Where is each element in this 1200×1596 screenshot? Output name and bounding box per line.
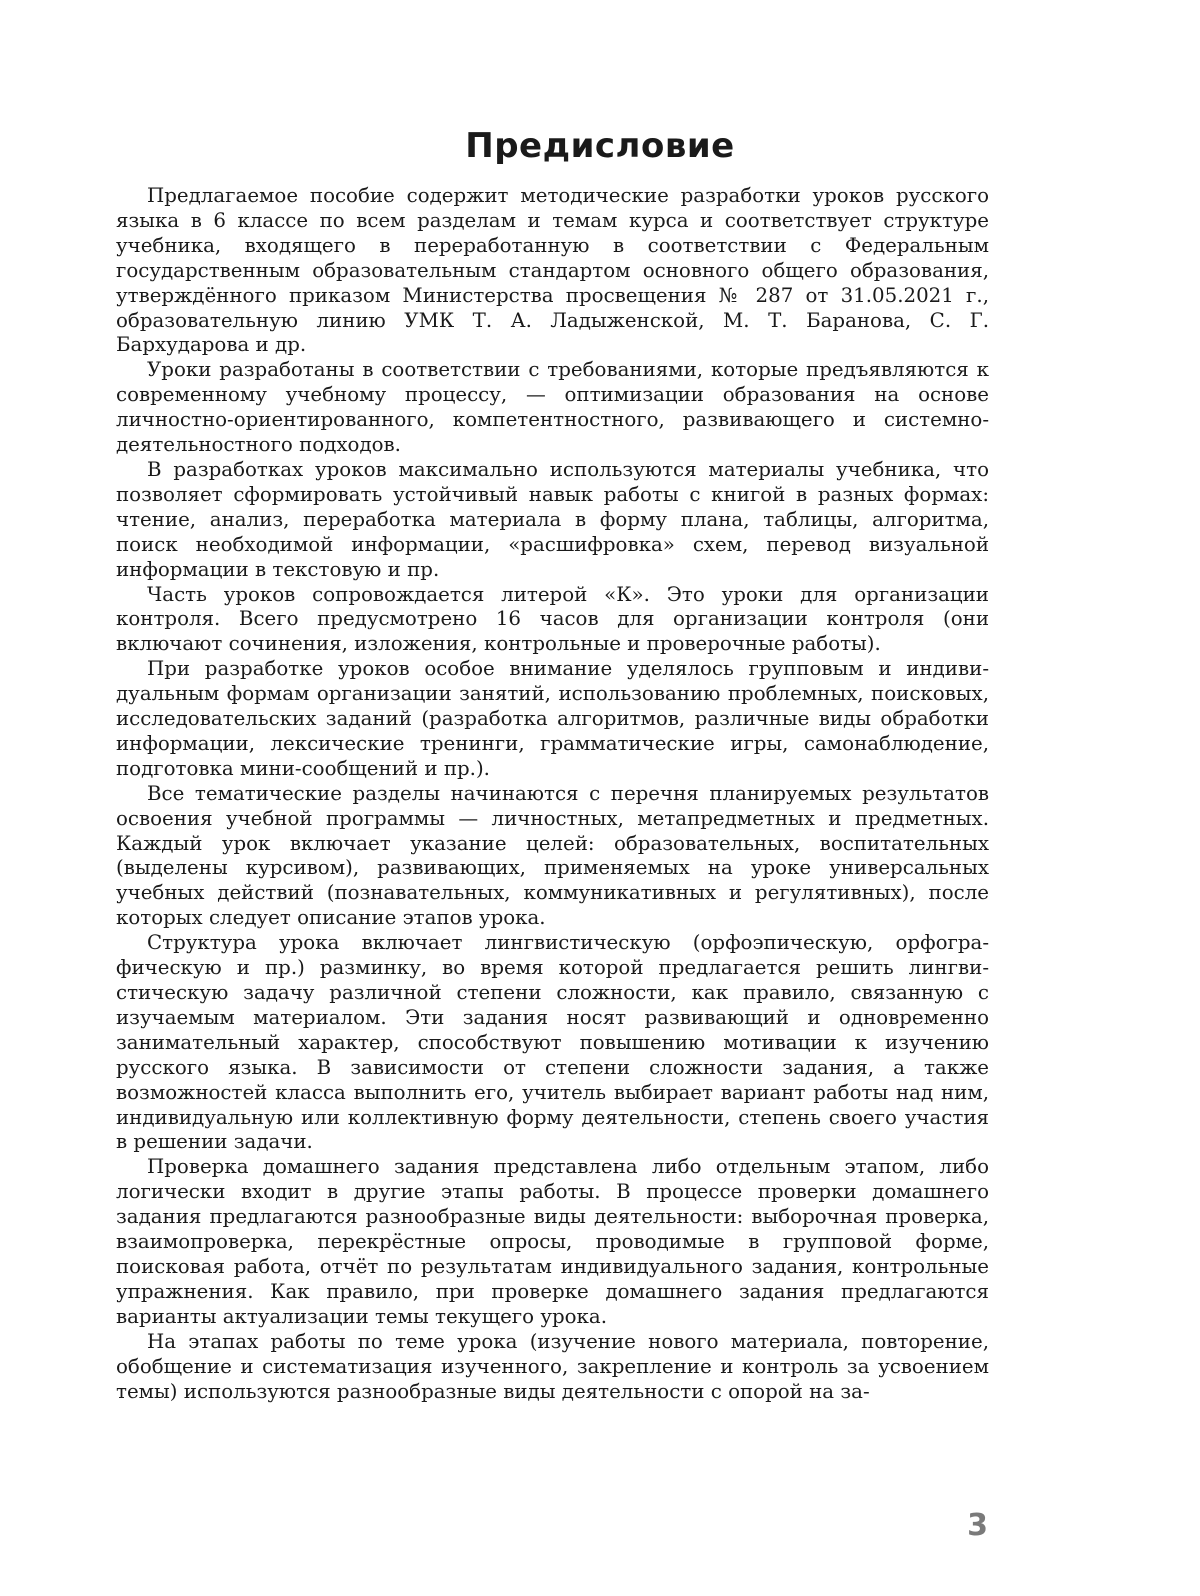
paragraph-8: Проверка домашнего задания представлена либо отдельным этапом, либо логически входит в другие этапы работы. В процессе проверки домашнего задания предлагаются разнообразные виды деятельности: выборочная проверка, взаимопроверка, перекрёстные опросы, проводимые в групповой форме, поисковая работа, отчёт по результатам индивидуального задания, контрольные упражнения. Как правило, при проверке домашнего задания предлагаются варианты актуализации темы текущего урока. [116, 1155, 989, 1328]
paragraph-7: Структура урока включает лингвистическую (орфоэпическую, орфографическую и пр.) разминку, во время которой предлагается решить лингвистическую задачу различной степени сложности, как правило, связанную с изучаемым материалом. Эти задания носят развивающий и одновременно занимательный характер, способствуют повышению мотивации к изучению русского языка. В зависимости от степени сложности задания, а также возможностей класса выполнить его, учитель выбирает вариант работы над ним, индивидуальную или коллективную форму деятельности, степень своего участия в решении задачи. [116, 931, 989, 1154]
paragraph-5: При разработке уроков особое внимание уделялось групповым и индивидуальным формам организации занятий, использованию проблемных, поисковых, исследовательских заданий (разработка алгоритмов, различные виды обработки информации, лексические тренинги, грамматические игры, самонаблюдение, подготовка мини-сообщений и пр.). [116, 657, 989, 780]
page-title: Предисловие [465, 126, 735, 166]
paragraph-2: Уроки разработаны в соответствии с требованиями, которые предъявляются к современному учебному процессу, — оптимизации образования на основе личностно-ориентированного, компетентностного, развивающего и системно-деятельностного подходов. [116, 358, 989, 457]
preface-body [116, 184, 989, 1404]
paragraph-4: Часть уроков сопровождается литерой «К». Это уроки для организации контроля. Всего предусмотрено 16 часов для организации контроля (они включают сочинения, изложения, контрольные и проверочные работы). [116, 582, 989, 656]
paragraph-1: Предлагаемое пособие содержит методические разработки уроков русского языка в 6 классе по всем разделам и темам курса и соответствует структуре учебника, входящего в переработанную в соответствии с Федеральным государственным образовательным стандартом основного общего образования, утверждённого приказом Министерства просвещения № 287 от 31.05.2021 г., образовательную линию УМК Т. А. Ладыженской, М. Т. Баранова, С. Г. Бархударова и др. [116, 184, 989, 357]
page-number: 3 [967, 1508, 988, 1543]
paragraph-9: На этапах работы по теме урока (изучение нового материала, повторение, обобщение и систематизация изученного, закрепление и контроль за усвоением темы) используются разнообразные виды деятельности с опорой на за- [116, 1329, 989, 1403]
paragraph-6: Все тематические разделы начинаются с перечня планируемых результатов освоения учебной программы — личностных, метапредметных и предметных. Каждый урок включает указание целей: образовательных, воспитательных (выделены курсивом), развивающих, применяемых на уроке универсальных учебных действий (познавательных, коммуникативных и регулятивных), после которых следует описание этапов урока. [116, 781, 989, 930]
paragraph-3: В разработках уроков максимально используются материалы учебника, что позволяет сформировать устойчивый навык работы с книгой в разных формах: чтение, анализ, переработка материала в форму плана, таблицы, алгоритма, поиск необходимой информации, «расшифровка» схем, перевод визуальной информации в текстовую и пр. [116, 457, 989, 581]
